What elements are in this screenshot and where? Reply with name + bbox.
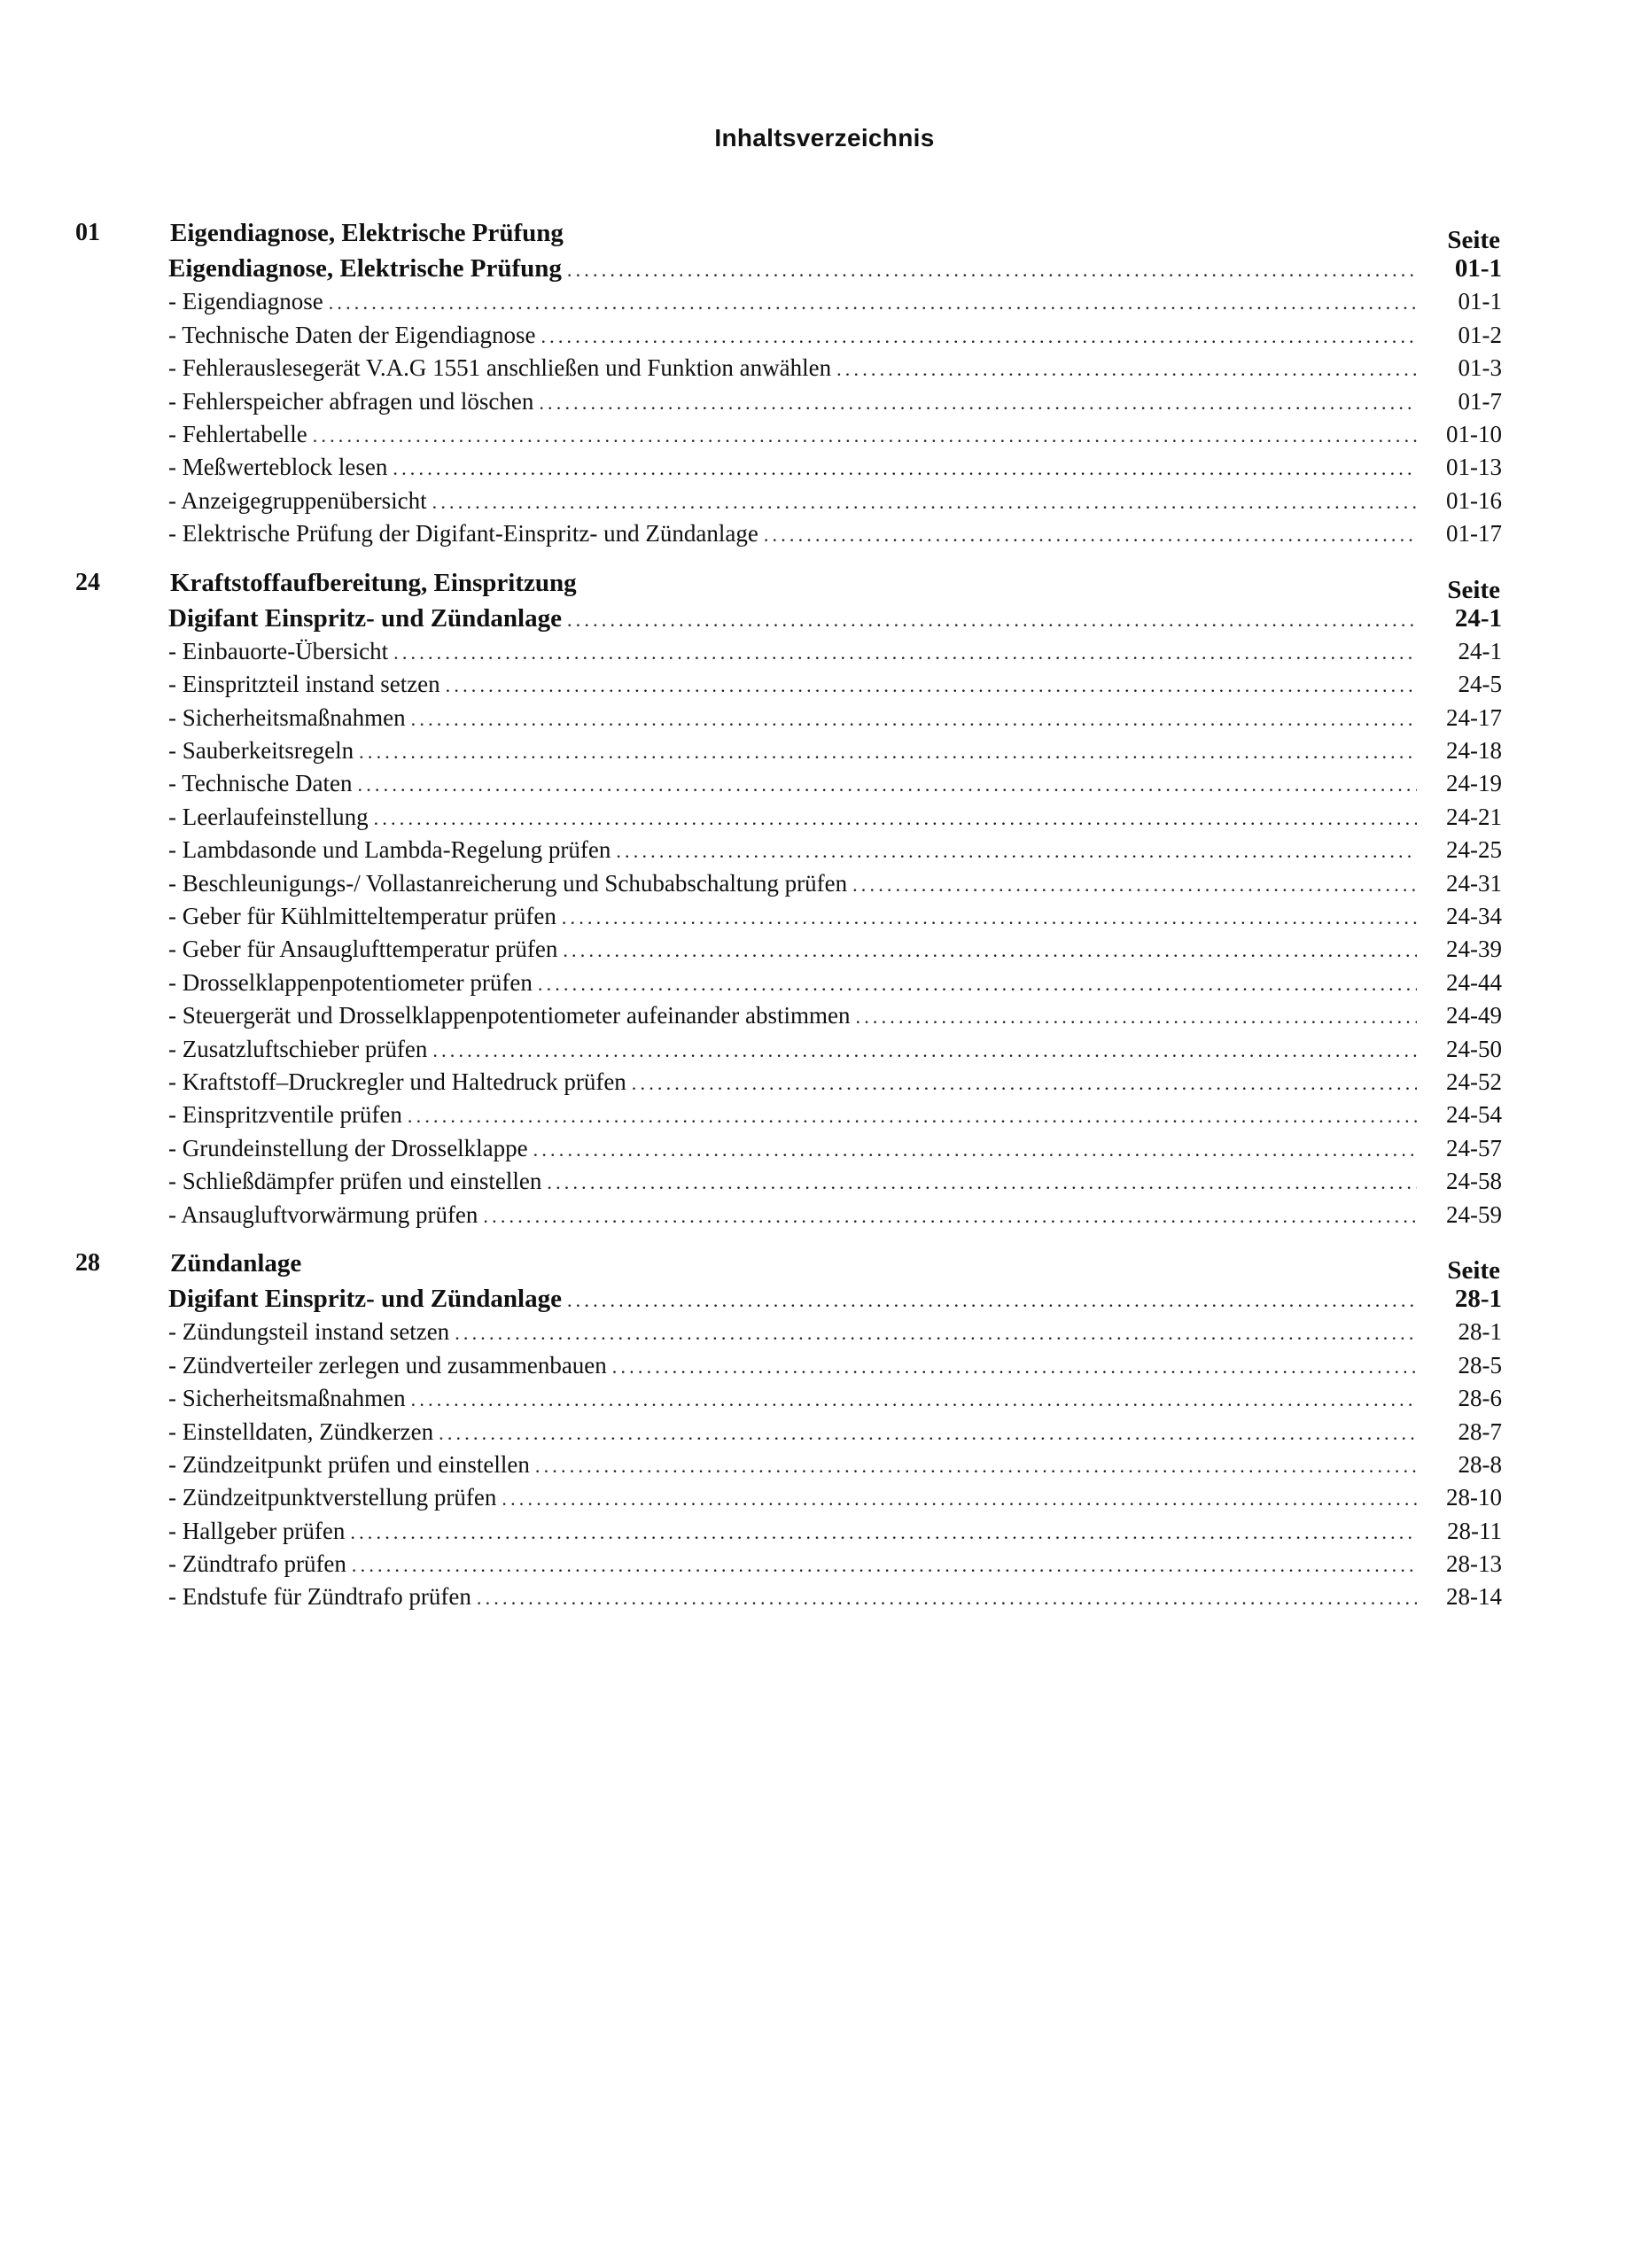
dot-leader bbox=[313, 419, 1417, 452]
entry-label: - Beschleunigungs-/ Vollastanreicherung und Schubabschaltung prüfen bbox=[168, 869, 848, 897]
dot-leader bbox=[352, 1549, 1417, 1581]
section-number: 01 bbox=[75, 219, 100, 246]
dot-leader bbox=[562, 901, 1417, 934]
toc-entry[interactable] bbox=[168, 867, 1502, 900]
entry-page-number: 24-34 bbox=[1446, 903, 1502, 930]
entry-page-number: 24-17 bbox=[1446, 703, 1502, 731]
entry-label: - Technische Daten bbox=[168, 770, 353, 797]
entry-label: - Zusatzluftschieber prüfen bbox=[168, 1035, 428, 1062]
toc-entry[interactable] bbox=[168, 1382, 1502, 1415]
toc-entry[interactable] bbox=[168, 1165, 1502, 1198]
dot-leader bbox=[567, 1284, 1417, 1317]
dot-leader bbox=[374, 802, 1417, 835]
entry-page-number: 24-1 bbox=[1454, 603, 1502, 633]
section-title: Kraftstoffaufbereitung, Einspritzung bbox=[170, 568, 577, 597]
toc-entry[interactable] bbox=[168, 1581, 1502, 1613]
section-header bbox=[0, 1246, 1649, 1283]
entry-page-number: 24-44 bbox=[1446, 968, 1502, 996]
toc-entry[interactable] bbox=[168, 418, 1502, 451]
dot-leader bbox=[612, 1350, 1417, 1383]
dot-leader bbox=[616, 835, 1417, 867]
dot-leader bbox=[852, 868, 1417, 901]
toc-entry[interactable] bbox=[168, 517, 1502, 550]
entry-label: - Leerlaufeinstellung bbox=[168, 803, 369, 830]
entry-page-number: 24-31 bbox=[1446, 869, 1502, 897]
toc-entry[interactable] bbox=[168, 451, 1502, 484]
toc-entry[interactable] bbox=[168, 734, 1502, 767]
entry-label: - Zündzeitpunkt prüfen und einstellen bbox=[168, 1450, 530, 1478]
entry-page-number: 24-18 bbox=[1446, 737, 1502, 765]
entry-label: - Einspritzteil instand setzen bbox=[168, 671, 440, 698]
entry-label: - Endstufe für Zündtrafo prüfen bbox=[168, 1583, 471, 1611]
section-header bbox=[0, 215, 1649, 252]
dot-leader bbox=[432, 1034, 1417, 1067]
dot-leader bbox=[533, 1133, 1417, 1166]
entry-page-number: 01-3 bbox=[1458, 354, 1502, 382]
dot-leader bbox=[329, 286, 1417, 319]
entry-page-number: 28-7 bbox=[1458, 1418, 1502, 1445]
entry-page-number: 01-2 bbox=[1458, 321, 1502, 348]
entry-label: - Fehlerauslesegerät V.A.G 1551 anschließen und Funktion anwählen bbox=[168, 354, 832, 382]
toc-entry[interactable] bbox=[168, 1416, 1502, 1449]
toc-entry[interactable] bbox=[168, 385, 1502, 418]
dot-leader bbox=[483, 1200, 1417, 1232]
toc-entry[interactable] bbox=[168, 967, 1502, 999]
toc-entry[interactable] bbox=[168, 1515, 1502, 1548]
toc-entry[interactable] bbox=[168, 1548, 1502, 1581]
dot-leader bbox=[439, 1417, 1417, 1449]
entry-label: - Kraftstoff–Druckregler und Haltedruck prüfen bbox=[168, 1068, 626, 1095]
entry-page-number: 01-1 bbox=[1454, 254, 1502, 283]
entry-page-number: 01-1 bbox=[1458, 288, 1502, 315]
toc-main-entry[interactable] bbox=[168, 252, 1502, 285]
toc-entry[interactable] bbox=[168, 1099, 1502, 1131]
toc-entry[interactable] bbox=[168, 1316, 1502, 1348]
entry-label: - Geber für Kühlmitteltemperatur prüfen bbox=[168, 903, 556, 930]
toc-entry[interactable] bbox=[168, 702, 1502, 734]
dot-leader bbox=[359, 735, 1417, 768]
dot-leader bbox=[502, 1482, 1417, 1515]
entry-label: - Lambdasonde und Lambda-Regelung prüfen bbox=[168, 836, 611, 864]
toc-entry[interactable] bbox=[168, 900, 1502, 933]
entry-page-number: 24-19 bbox=[1446, 770, 1502, 797]
entry-page-number: 24-57 bbox=[1446, 1134, 1502, 1161]
section-number: 28 bbox=[75, 1248, 100, 1277]
entry-label: - Eigendiagnose bbox=[168, 288, 323, 315]
toc-entry[interactable] bbox=[168, 767, 1502, 800]
dot-leader bbox=[836, 353, 1417, 385]
dot-leader bbox=[446, 669, 1417, 702]
toc-entry[interactable] bbox=[168, 352, 1502, 384]
entry-page-number: 24-1 bbox=[1458, 637, 1502, 664]
section-title: Zündanlage bbox=[170, 1248, 302, 1278]
entry-page-number: 01-7 bbox=[1458, 387, 1502, 415]
toc-entry[interactable] bbox=[168, 1033, 1502, 1066]
toc-entry[interactable] bbox=[168, 1199, 1502, 1231]
entry-label: - Sicherheitsmaßnahmen bbox=[168, 703, 406, 731]
entry-label: - Elektrische Prüfung der Digifant-Einspritz- und Zündanlage bbox=[168, 520, 758, 548]
toc-entry[interactable] bbox=[168, 933, 1502, 966]
entry-page-number: 01-17 bbox=[1446, 520, 1502, 548]
entry-label: - Steuergerät und Drosselklappenpotentiometer aufeinander abstimmen bbox=[168, 1002, 851, 1029]
toc-entry[interactable] bbox=[168, 635, 1502, 668]
entry-label: - Zündverteiler zerlegen und zusammenbauen bbox=[168, 1351, 607, 1379]
toc-entry[interactable] bbox=[168, 999, 1502, 1032]
section-number: 24 bbox=[75, 568, 100, 596]
entry-page-number: 24-50 bbox=[1446, 1035, 1502, 1062]
entry-page-number: 24-52 bbox=[1446, 1068, 1502, 1095]
entry-page-number: 28-13 bbox=[1446, 1550, 1502, 1578]
table-of-contents bbox=[0, 215, 1649, 1628]
dot-leader bbox=[764, 518, 1417, 551]
toc-entry[interactable] bbox=[168, 1132, 1502, 1165]
entry-page-number: 24-39 bbox=[1446, 936, 1502, 963]
dot-leader bbox=[350, 1516, 1417, 1549]
dot-leader bbox=[393, 636, 1417, 669]
toc-entry[interactable] bbox=[168, 485, 1502, 517]
dot-leader bbox=[393, 452, 1417, 485]
entry-page-number: 24-49 bbox=[1446, 1002, 1502, 1029]
entry-label: - Einstelldaten, Zündkerzen bbox=[168, 1418, 434, 1445]
entry-label: Eigendiagnose, Elektrische Prüfung bbox=[168, 254, 562, 283]
entry-label: - Meßwerteblock lesen bbox=[168, 454, 388, 481]
entry-page-number: 24-21 bbox=[1446, 803, 1502, 830]
entry-label: - Fehlertabelle bbox=[168, 420, 307, 447]
entry-page-number: 28-11 bbox=[1447, 1517, 1502, 1544]
dot-leader bbox=[411, 1383, 1417, 1416]
toc-section-01 bbox=[0, 215, 1649, 551]
dot-leader bbox=[477, 1581, 1417, 1614]
entry-label: - Grundeinstellung der Drosselklappe bbox=[168, 1134, 528, 1161]
entry-label: - Zündzeitpunktverstellung prüfen bbox=[168, 1484, 497, 1511]
entry-page-number: 24-54 bbox=[1446, 1101, 1502, 1129]
entry-page-number: 24-59 bbox=[1446, 1200, 1502, 1228]
entry-label: - Zündtrafo prüfen bbox=[168, 1550, 346, 1578]
entry-page-number: 28-1 bbox=[1454, 1284, 1502, 1313]
entry-page-number: 28-14 bbox=[1446, 1583, 1502, 1611]
toc-entry[interactable] bbox=[168, 319, 1502, 352]
entry-label: - Drosselklappenpotentiometer prüfen bbox=[168, 968, 533, 996]
seite-label: Seite bbox=[1447, 575, 1500, 604]
dot-leader bbox=[547, 1166, 1417, 1199]
entry-page-number: 28-8 bbox=[1458, 1450, 1502, 1478]
dot-leader bbox=[563, 934, 1417, 967]
entry-label: Digifant Einspritz- und Zündanlage bbox=[168, 603, 562, 633]
dot-leader bbox=[541, 320, 1417, 353]
entry-label: - Sauberkeitsregeln bbox=[168, 737, 354, 765]
entry-label: - Einspritzventile prüfen bbox=[168, 1101, 402, 1129]
entry-page-number: 28-10 bbox=[1446, 1484, 1502, 1511]
toc-section-28 bbox=[0, 1246, 1649, 1614]
entry-label: - Anzeigegruppenübersicht bbox=[168, 486, 427, 514]
seite-label: Seite bbox=[1447, 1255, 1500, 1285]
page-title: Inhaltsverzeichnis bbox=[714, 124, 935, 151]
dot-leader bbox=[567, 603, 1417, 636]
dot-leader bbox=[432, 485, 1417, 518]
toc-entry[interactable] bbox=[168, 1349, 1502, 1382]
entry-page-number: 28-1 bbox=[1458, 1318, 1502, 1346]
entry-label: - Hallgeber prüfen bbox=[168, 1517, 346, 1544]
toc-entry[interactable] bbox=[168, 1481, 1502, 1514]
entry-page-number: 24-5 bbox=[1458, 671, 1502, 698]
toc-entry[interactable] bbox=[168, 1449, 1502, 1481]
seite-label: Seite bbox=[1447, 226, 1500, 254]
dot-leader bbox=[411, 703, 1417, 735]
entry-label: - Einbauorte-Übersicht bbox=[168, 637, 389, 664]
dot-leader bbox=[535, 1449, 1417, 1482]
section-header bbox=[0, 565, 1649, 602]
entry-page-number: 24-58 bbox=[1446, 1168, 1502, 1195]
entry-label: - Ansaugluftvorwärmung prüfen bbox=[168, 1200, 478, 1228]
toc-main-entry[interactable] bbox=[168, 1283, 1502, 1316]
entry-label: - Zündungsteil instand setzen bbox=[168, 1318, 450, 1346]
toc-main-entry[interactable] bbox=[168, 602, 1502, 635]
entry-page-number: 24-25 bbox=[1446, 836, 1502, 864]
entry-page-number: 28-5 bbox=[1458, 1351, 1502, 1379]
section-title: Eigendiagnose, Elektrische Prüfung bbox=[170, 219, 564, 247]
toc-entry[interactable] bbox=[168, 834, 1502, 866]
entry-label: - Geber für Ansauglufttemperatur prüfen bbox=[168, 936, 558, 963]
entry-page-number: 28-6 bbox=[1458, 1385, 1502, 1412]
entry-page-number: 01-16 bbox=[1446, 486, 1502, 514]
dot-leader bbox=[856, 1000, 1418, 1033]
entry-page-number: 01-10 bbox=[1446, 420, 1502, 447]
toc-entry[interactable] bbox=[168, 285, 1502, 318]
entry-label: - Schließdämpfer prüfen und einstellen bbox=[168, 1168, 542, 1195]
entry-label: - Technische Daten der Eigendiagnose bbox=[168, 321, 536, 348]
dot-leader bbox=[358, 768, 1417, 801]
dot-leader bbox=[632, 1067, 1417, 1099]
dot-leader bbox=[408, 1099, 1417, 1132]
entry-label: - Sicherheitsmaßnahmen bbox=[168, 1385, 406, 1412]
dot-leader bbox=[455, 1317, 1417, 1349]
dot-leader bbox=[567, 253, 1417, 286]
entry-page-number: 01-13 bbox=[1446, 454, 1502, 481]
toc-entry[interactable] bbox=[168, 668, 1502, 701]
entry-label: Digifant Einspritz- und Zündanlage bbox=[168, 1284, 562, 1313]
toc-entry[interactable] bbox=[168, 1066, 1502, 1099]
toc-entry[interactable] bbox=[168, 801, 1502, 834]
dot-leader bbox=[539, 386, 1417, 419]
entry-label: - Fehlerspeicher abfragen und löschen bbox=[168, 387, 534, 415]
toc-section-24 bbox=[0, 565, 1649, 1231]
dot-leader bbox=[538, 967, 1417, 1000]
